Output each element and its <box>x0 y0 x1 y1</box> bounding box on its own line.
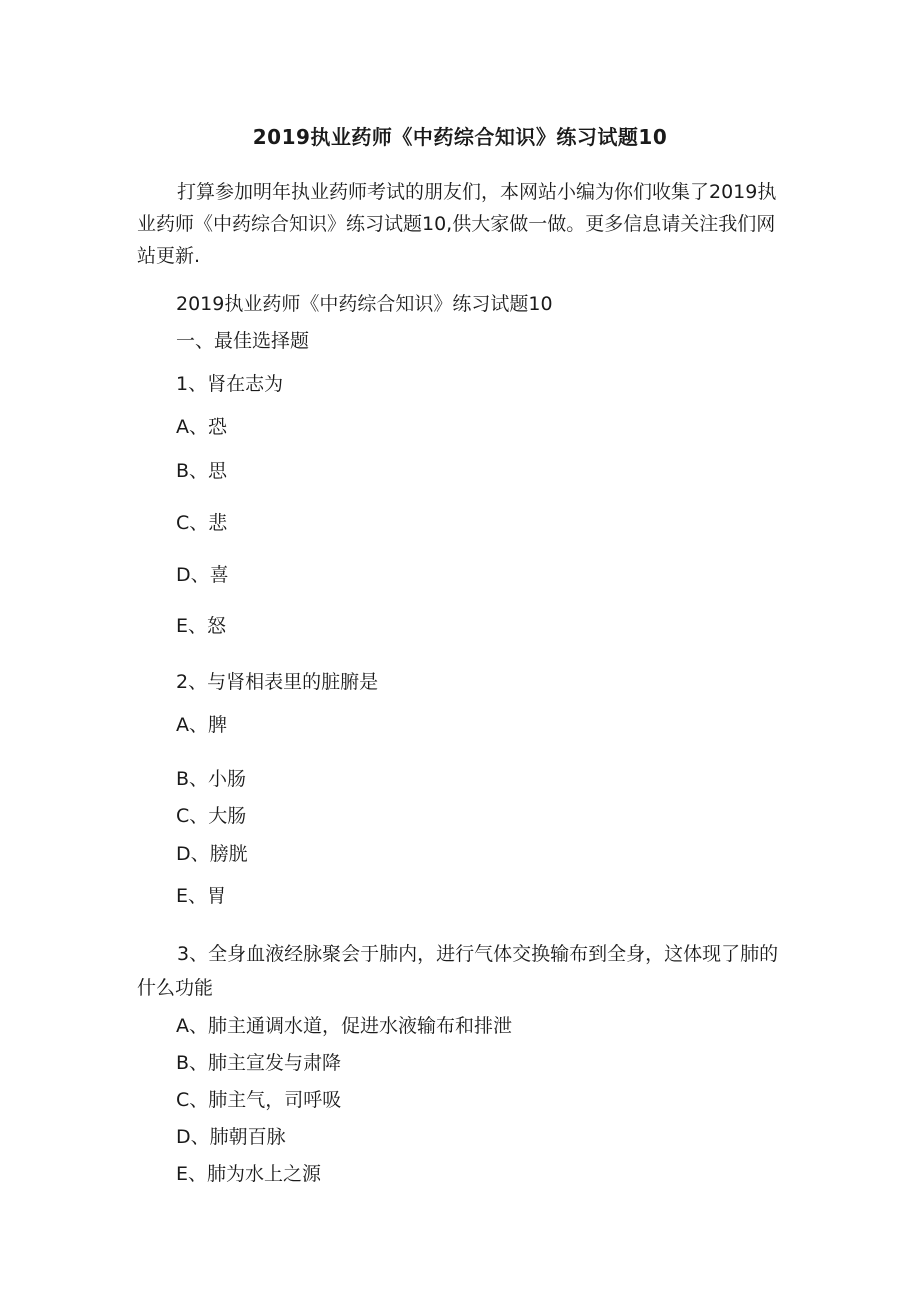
question-2-option-c: C、大肠 <box>176 805 247 827</box>
question-2-option-d: D、膀胱 <box>176 843 248 865</box>
question-2-option-e: E、胃 <box>176 885 227 907</box>
document-title: 2019执业药师《中药综合知识》练习试题10 <box>252 125 668 149</box>
question-2-stem: 2、与肾相表里的脏腑是 <box>176 671 379 693</box>
subtitle: 2019执业药师《中药综合知识》练习试题10 <box>176 293 553 315</box>
question-3-stem: 3、全身血液经脉聚会于肺内，进行气体交换输布到全身，这体现了肺的什么功能 <box>137 943 779 999</box>
question-1-stem: 1、肾在志为 <box>176 373 284 395</box>
question-3-option-b: B、肺主宣发与肃降 <box>176 1052 342 1074</box>
question-2-option-a: A、脾 <box>176 714 227 736</box>
question-3-option-e: E、肺为水上之源 <box>176 1163 322 1185</box>
question-1-option-a: A、恐 <box>176 416 227 438</box>
question-3-option-a: A、肺主通调水道，促进水液输布和排泄 <box>176 1015 512 1037</box>
question-3-option-d: D、肺朝百脉 <box>176 1126 286 1148</box>
section-heading: 一、最佳选择题 <box>176 330 310 352</box>
question-3-option-c: C、肺主气，司呼吸 <box>176 1089 342 1111</box>
question-1-option-b: B、思 <box>176 460 228 482</box>
question-1-option-e: E、怒 <box>176 615 227 637</box>
question-2-option-b: B、小肠 <box>176 768 247 790</box>
question-1-option-d: D、喜 <box>176 564 229 586</box>
intro-paragraph: 打算参加明年执业药师考试的朋友们，本网站小编为你们收集了2019执业药师《中药综合知识》练习试题10,供大家做一做。更多信息请关注我们网站更新. <box>137 181 777 267</box>
question-1-option-c: C、悲 <box>176 512 228 534</box>
